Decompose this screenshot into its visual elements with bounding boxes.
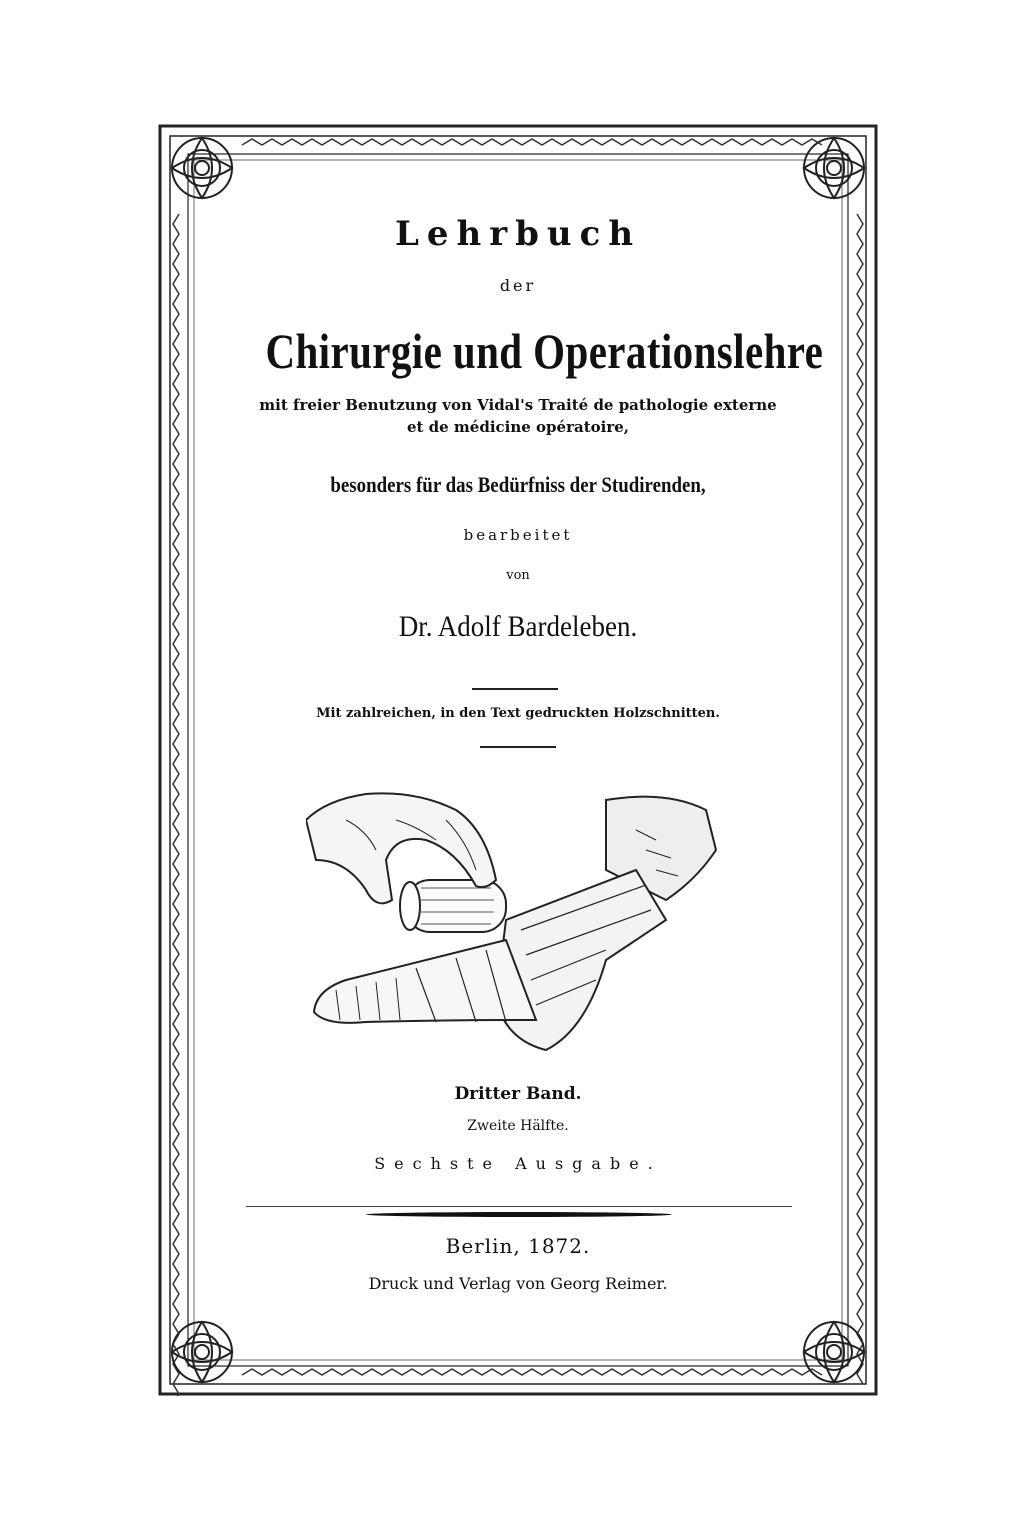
woodcuts-note: Mit zahlreichen, in den Text gedruckten Holzschnitten.	[316, 706, 720, 721]
edition-label: Sechste Ausgabe.	[374, 1154, 662, 1173]
divider-rule	[366, 1212, 672, 1217]
main-title: Chirurgie und Operationslehre	[265, 323, 824, 379]
place-year: Berlin, 1872.	[445, 1234, 591, 1258]
article-der: der	[499, 276, 537, 295]
edited-line: bearbeitet	[463, 526, 573, 544]
subtitle-line-1: mit freier Benutzung von Vidal's Traité de pathologie externe	[259, 396, 777, 414]
title-word: Lehrbuch	[394, 214, 642, 254]
by-line: von	[506, 568, 530, 583]
publisher-line: Druck und Verlag von Georg Reimer.	[368, 1274, 668, 1293]
subtitle-line-2: et de médicine opératoire,	[406, 418, 629, 436]
bandaged-foot-engraving-icon	[306, 790, 730, 1066]
part-label: Zweite Hälfte.	[467, 1118, 569, 1134]
divider-rule	[246, 1206, 792, 1207]
divider-rule	[472, 688, 558, 690]
volume-label: Dritter Band.	[454, 1084, 582, 1104]
purpose-line: besonders für das Bedürfniss der Studirenden,	[330, 472, 706, 497]
author-name: Dr. Adolf Bardeleben.	[398, 610, 638, 643]
divider-rule	[480, 746, 556, 748]
